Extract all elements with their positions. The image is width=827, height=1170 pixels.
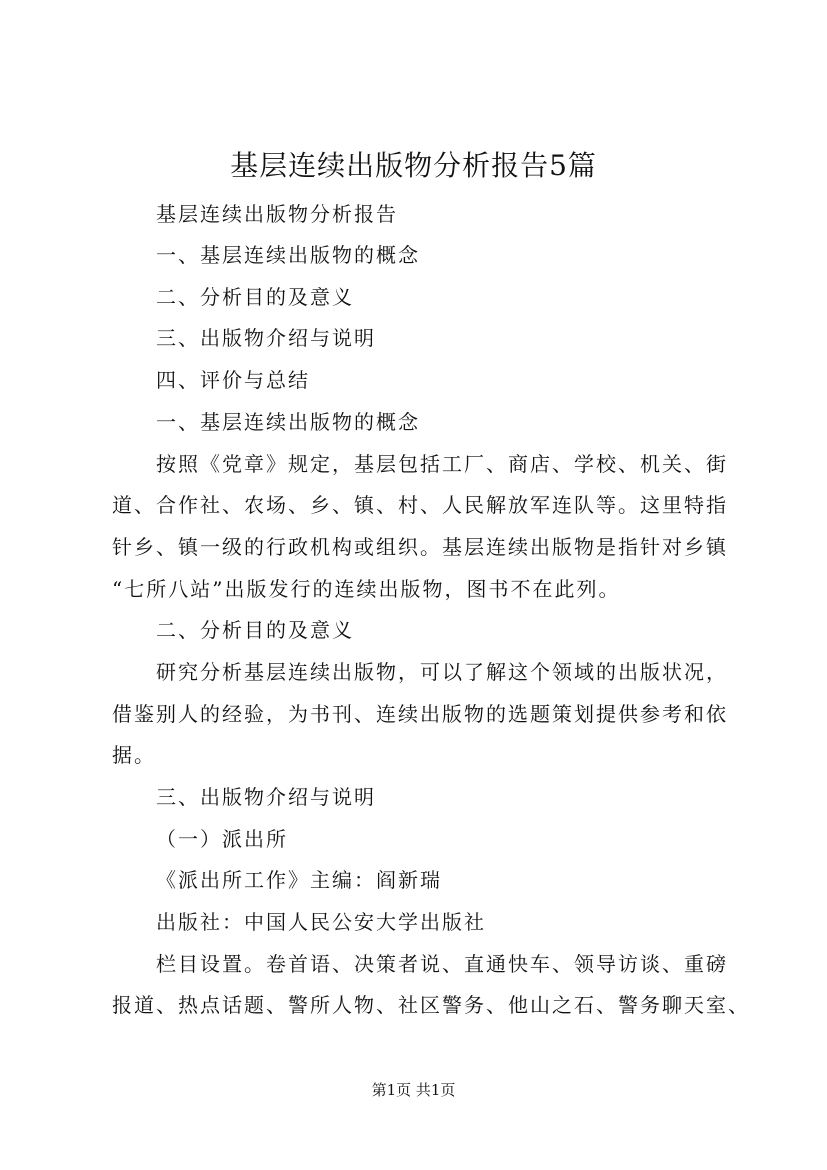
toc-item-4: 四、评价与总结 bbox=[156, 368, 310, 392]
paragraph-line: 按照《党章》规定，基层包括工厂、商店、学校、机关、街 bbox=[156, 452, 728, 476]
document-title: 基层连续出版物分析报告5篇 bbox=[230, 149, 597, 182]
paragraph-line: 报道、热点话题、警所人物、社区警务、他山之石、警务聊天室、 bbox=[112, 993, 750, 1017]
subtitle-line: 基层连续出版物分析报告 bbox=[156, 202, 398, 226]
toc-item-2: 二、分析目的及意义 bbox=[156, 285, 354, 309]
toc-item-3: 三、出版物介绍与说明 bbox=[156, 326, 376, 350]
page-footer: 第1页 共1页 bbox=[371, 1081, 456, 1099]
paragraph-line: 栏目设置。卷首语、决策者说、直通快车、领导访谈、重磅 bbox=[156, 952, 728, 976]
paragraph-line: 据。 bbox=[112, 743, 156, 767]
section-heading-2: 二、分析目的及意义 bbox=[156, 618, 354, 642]
paragraph-line: 借鉴别人的经验，为书刊、连续出版物的选题策划提供参考和依 bbox=[112, 702, 728, 726]
paragraph-line: 研究分析基层连续出版物，可以了解这个领域的出版状况， bbox=[156, 660, 728, 684]
toc-item-1: 一、基层连续出版物的概念 bbox=[156, 243, 420, 267]
section-heading-1: 一、基层连续出版物的概念 bbox=[156, 410, 420, 434]
paragraph-line: 道、合作社、农场、乡、镇、村、人民解放军连队等。这里特指 bbox=[112, 493, 728, 517]
paragraph-line: “七所八站”出版发行的连续出版物，图书不在此列。 bbox=[112, 577, 621, 601]
subsection-heading: （一）派出所 bbox=[156, 827, 288, 851]
publication-line: 《派出所工作》主编：阎新瑞 bbox=[156, 868, 442, 892]
publisher-line: 出版社：中国人民公安大学出版社 bbox=[156, 910, 486, 934]
section-heading-3: 三、出版物介绍与说明 bbox=[156, 785, 376, 809]
paragraph-line: 针乡、镇一级的行政机构或组织。基层连续出版物是指针对乡镇 bbox=[112, 535, 728, 559]
